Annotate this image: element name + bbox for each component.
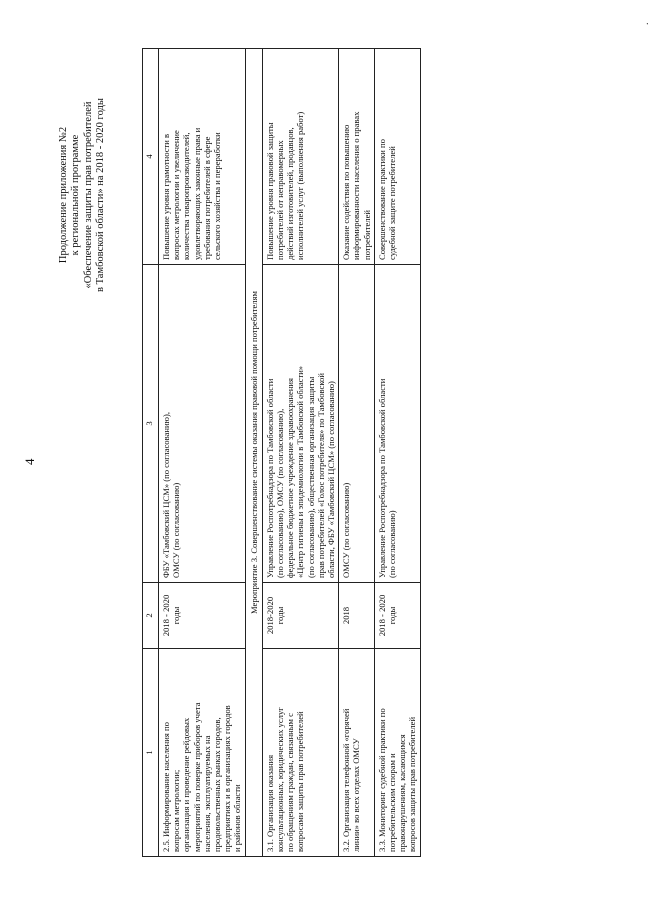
table-row <box>262 49 338 857</box>
measure-cell-line: организация и проведение рейдовых <box>181 717 192 852</box>
measure-cell-line: линии» во всех отделах ОМСУ <box>351 738 362 852</box>
measure-cell <box>262 649 338 857</box>
measure-cell-line: по обращениям граждан, связанным с <box>285 713 296 852</box>
measure-cell-line: 3.1. Организация оказания <box>264 754 275 852</box>
result-cell-line: удовлетворяющих законные права и <box>191 127 202 260</box>
result-cell <box>159 49 246 265</box>
result-cell-line: вопросах метрологии и увеличение <box>171 130 182 260</box>
executors-cell-line: ОМСУ (по согласованию) <box>171 482 182 578</box>
measure-cell <box>339 649 375 857</box>
measure-cell-line: и районов области <box>232 784 243 852</box>
section-row <box>245 49 262 857</box>
measure-cell-line: 2.5. Информирование населения по <box>161 722 171 852</box>
result-cell-line: потребителей <box>361 210 372 260</box>
table-row <box>374 49 420 857</box>
section-title: Мероприятие 3. Совершенствование системы оказания правовой помощи потребителям <box>245 49 262 857</box>
column-number-cell: 3 <box>143 265 159 583</box>
margin-mark: . <box>640 22 651 25</box>
measure-cell-line: консультационных, юридических услуг <box>275 707 286 852</box>
period-cell-line: годы <box>275 606 286 625</box>
executors-cell-line: (по согласованию) <box>387 510 398 578</box>
result-cell-line: действий изготовителей, продавцов, <box>285 127 296 260</box>
measure-cell-line: вопросам метрологии; <box>171 769 182 852</box>
executors-cell-line: (по согласованию), общественная организация защиты <box>305 376 316 578</box>
measure-cell <box>159 649 246 857</box>
result-cell-line: требования потребителей в сфере <box>201 136 212 260</box>
result-cell <box>339 49 375 265</box>
executors-cell-line: ОМСУ (по согласованию) <box>341 482 352 578</box>
period-cell <box>159 583 246 649</box>
measure-cell-line: потребительским спорам и <box>387 753 398 852</box>
measure-cell-line: вопросов защиты прав потребителей <box>407 716 418 852</box>
executors-cell-line: ФБУ «Тамбовский ЦСМ» (по согласованию), <box>161 412 171 578</box>
measures-table <box>142 48 421 857</box>
result-cell-line: судебной защите потребителей <box>387 146 398 260</box>
appendix-header-line: в Тамбовской области» на 2018 - 2020 годы <box>95 98 107 292</box>
result-cell-line: сельского хозяйства и переработки <box>212 132 223 260</box>
measure-cell-line: правонарушениям, касающимся <box>397 734 408 852</box>
measure-cell-line: предприятиях и в организациях городов <box>222 705 233 852</box>
appendix-header-line: к региональной программе <box>70 134 82 256</box>
appendix-header <box>58 45 108 345</box>
result-cell-line: количества товаропроизводителей, <box>181 132 192 260</box>
column-number-cell: 2 <box>143 583 159 649</box>
measure-cell-line: вопросами защиты прав потребителей <box>295 711 306 852</box>
result-cell-line: Повышение уровня грамотности в <box>161 133 171 260</box>
executors-cell-line: федеральное бюджетное учреждение здравоохранения <box>285 378 296 578</box>
period-cell <box>262 583 338 649</box>
executors-cell-line: «Центр гигиены и эпидемиологии в Тамбовской области» <box>295 365 306 578</box>
executors-cell-line: области, ФБУ «Тамбовский ЦСМ» (по согласованию) <box>326 381 337 578</box>
result-cell-line: исполнителей услуг (выполнения работ) <box>295 111 306 260</box>
executors-cell-line: Управление Роспотребнадзора по Тамбовской области <box>264 378 275 578</box>
measure-cell <box>374 649 420 857</box>
appendix-header-line: «Обеспечение защиты прав потребителей <box>82 101 94 289</box>
column-number-cell: 1 <box>143 649 159 857</box>
result-cell-line: Совершенствование практики по <box>376 139 387 260</box>
executors-cell <box>374 265 420 583</box>
executors-cell <box>159 265 246 583</box>
result-cell-line: информированности населения о правах <box>351 111 362 260</box>
page-number: 4 <box>22 458 37 465</box>
measure-cell-line: мероприятий по поверке приборов учета <box>191 702 202 852</box>
result-cell <box>262 49 338 265</box>
result-cell <box>374 49 420 265</box>
period-cell-line: 2018-2020 <box>264 596 275 635</box>
period-cell-line: 2018 - 2020 <box>376 594 387 637</box>
measure-cell-line: 3.2. Организация телефонной «горячей <box>341 708 352 852</box>
executors-cell-line: прав потребителей «Голос потребителя» по Тамбовской <box>315 373 326 578</box>
column-number-cell: 4 <box>143 49 159 265</box>
period-cell-line: годы <box>171 606 182 625</box>
period-cell <box>339 583 375 649</box>
measure-cell-line: населения, эксплуатируемых на <box>201 735 212 852</box>
period-cell <box>374 583 420 649</box>
period-cell-line: годы <box>387 606 398 625</box>
executors-cell-line: (по согласованию), ОМСУ (по согласованию), <box>275 408 286 578</box>
executors-cell <box>339 265 375 583</box>
result-cell-line: потребителей от неправомерных <box>275 140 286 260</box>
measure-cell-line: продовольственных рынках городов, <box>212 717 223 852</box>
result-cell-line: Оказание содействия по повышению <box>341 124 352 260</box>
period-cell-line: 2018 - 2020 <box>161 594 171 637</box>
executors-cell-line: Управление Роспотребнадзора по Тамбовской области <box>376 378 387 578</box>
table-row <box>339 49 375 857</box>
table-row <box>159 49 246 857</box>
result-cell-line: Повышение уровня правовой защиты <box>264 122 275 260</box>
column-number-row <box>143 49 159 857</box>
measure-cell-line: 3.3. Мониторинг судебной практики по <box>376 708 387 852</box>
executors-cell <box>262 265 338 583</box>
period-cell-line: 2018 <box>341 606 352 625</box>
appendix-header-line: Продолжение приложения №2 <box>58 126 69 264</box>
